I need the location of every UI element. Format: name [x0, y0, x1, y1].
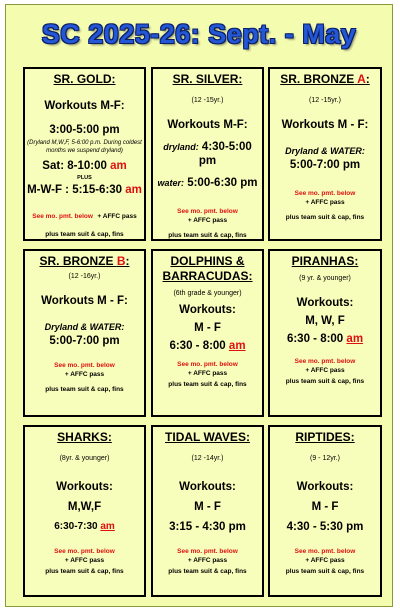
- workouts-label: Workouts:: [56, 481, 113, 493]
- group-name-line2: BARRACUDAS:: [162, 269, 253, 283]
- dryland-label: Dryland & WATER:: [285, 146, 365, 156]
- workout-time: 6:30-7:30 am: [54, 521, 115, 532]
- group-name: TIDAL WAVES:: [165, 430, 250, 444]
- workout-days: M - F: [194, 322, 221, 334]
- workouts-label: Workouts M - F:: [41, 295, 128, 307]
- workout-time: 6:30 - 8:00 am: [169, 340, 246, 352]
- workout-time: 3:15 - 4:30 pm: [169, 521, 246, 533]
- page-title: SC 2025-26: Sept. - May: [41, 19, 357, 49]
- group-name: SR. SILVER:: [172, 72, 243, 86]
- workout-time: 3:00-5:00 pm: [49, 124, 120, 136]
- workouts-label: Workouts M - F:: [281, 119, 369, 131]
- suit-note: plus team suit & cap, fins: [45, 231, 124, 238]
- card-riptides: [268, 425, 382, 597]
- dryland-note: (Dryland M,W,F, 5-6:00 p.m. During coldest months we suspend dryland): [27, 140, 142, 154]
- age-range: (12 -15yr.): [309, 97, 341, 104]
- card-sr-silver: [151, 67, 264, 241]
- payment-note: See mo. pmt. below: [177, 361, 238, 368]
- workout-time: 4:30 - 5:30 pm: [286, 521, 364, 533]
- affc-note: + AFFC pass: [64, 557, 105, 564]
- card-sr-gold: [23, 67, 146, 241]
- suit-note: plus team suit & cap, fins: [285, 568, 365, 575]
- affc-note: + AFFC pass: [305, 199, 345, 206]
- age-range: (6th grade & younger): [173, 290, 242, 297]
- age-range: (12 -14yr.): [191, 455, 224, 462]
- affc-note: + AFFC pass: [187, 370, 228, 377]
- dryland-time: dryland: 4:30-5:00 pm: [163, 141, 252, 167]
- workouts-label: Workouts:: [296, 481, 354, 493]
- payment-note: See mo. pmt. below: [177, 548, 238, 555]
- suit-note: plus team suit & cap, fins: [285, 378, 365, 385]
- workouts-label: Workouts M-F:: [44, 100, 125, 112]
- group-name: PIRANHAS:: [291, 254, 359, 268]
- card-sharks: [23, 425, 146, 597]
- card-tidal-waves: [151, 425, 264, 597]
- age-range: (9 yr. & younger): [299, 275, 351, 282]
- workout-time: 5:00-7:00 pm: [49, 335, 120, 347]
- affc-note: + AFFC pass: [64, 371, 105, 378]
- payment-note: See mo. pmt. below: [294, 358, 356, 365]
- workout-time: 6:30 - 8:00 am: [286, 333, 364, 345]
- suit-note: plus team suit & cap, fins: [45, 386, 124, 393]
- group-name: SR. BRONZE A:: [280, 72, 370, 86]
- payment-note: See mo. pmt. below: [294, 190, 356, 197]
- schedule-page: [5, 4, 393, 607]
- plus-label: PLUS: [77, 175, 92, 181]
- age-range: (12 -16yr.): [68, 273, 101, 280]
- age-range: (8yr. & younger): [59, 455, 110, 462]
- card-sr-bronze-a: [268, 67, 382, 241]
- group-name-line1: DOLPHINS &: [170, 254, 245, 268]
- payment-note: See mo. pmt. below + AFFC pass: [32, 213, 137, 220]
- group-name: SHARKS:: [57, 430, 112, 444]
- suit-note: plus team suit & cap, fins: [168, 232, 247, 239]
- group-name: RIPTIDES:: [295, 430, 355, 444]
- workout-time: 5:00-7:00 pm: [289, 159, 361, 171]
- affc-note: + AFFC pass: [187, 557, 228, 564]
- payment-note: See mo. pmt. below: [294, 548, 356, 555]
- age-range: (12 -15yr.): [191, 97, 224, 104]
- workout-days: M - F: [194, 501, 221, 513]
- water-time: water: 5:00-6:30 pm: [157, 177, 258, 189]
- card-dolphins-barracudas: [151, 249, 264, 417]
- group-name: SR. GOLD:: [53, 72, 116, 86]
- morning-time: M-W-F : 5:15-6:30 am: [27, 184, 142, 196]
- suit-note: plus team suit & cap, fins: [168, 568, 247, 575]
- card-sr-bronze-b: [23, 249, 146, 417]
- payment-note: See mo. pmt. below: [177, 208, 238, 215]
- workouts-label: Workouts M-F:: [167, 119, 248, 131]
- card-piranhas: [268, 249, 382, 417]
- payment-note: See mo. pmt. below: [54, 548, 115, 555]
- saturday-time: Sat: 8-10:00 am: [42, 160, 127, 172]
- workouts-label: Workouts:: [179, 304, 236, 316]
- payment-note: See mo. pmt. below: [54, 362, 115, 369]
- suit-note: plus team suit & cap, fins: [285, 214, 365, 221]
- affc-note: + AFFC pass: [187, 217, 228, 224]
- workout-days: M - F: [311, 501, 339, 513]
- workout-days: M,W,F: [67, 501, 102, 513]
- workouts-label: Workouts:: [296, 297, 354, 309]
- age-range: (9 - 12yr.): [310, 455, 340, 462]
- dryland-label: Dryland & WATER:: [44, 322, 125, 332]
- affc-note: + AFFC pass: [305, 367, 345, 374]
- workout-days: M, W, F: [305, 315, 345, 327]
- affc-note: + AFFC pass: [305, 557, 345, 564]
- suit-note: plus team suit & cap, fins: [45, 568, 124, 575]
- suit-note: plus team suit & cap, fins: [168, 381, 247, 388]
- group-name: SR. BRONZE B:: [39, 254, 130, 268]
- workouts-label: Workouts:: [179, 481, 236, 493]
